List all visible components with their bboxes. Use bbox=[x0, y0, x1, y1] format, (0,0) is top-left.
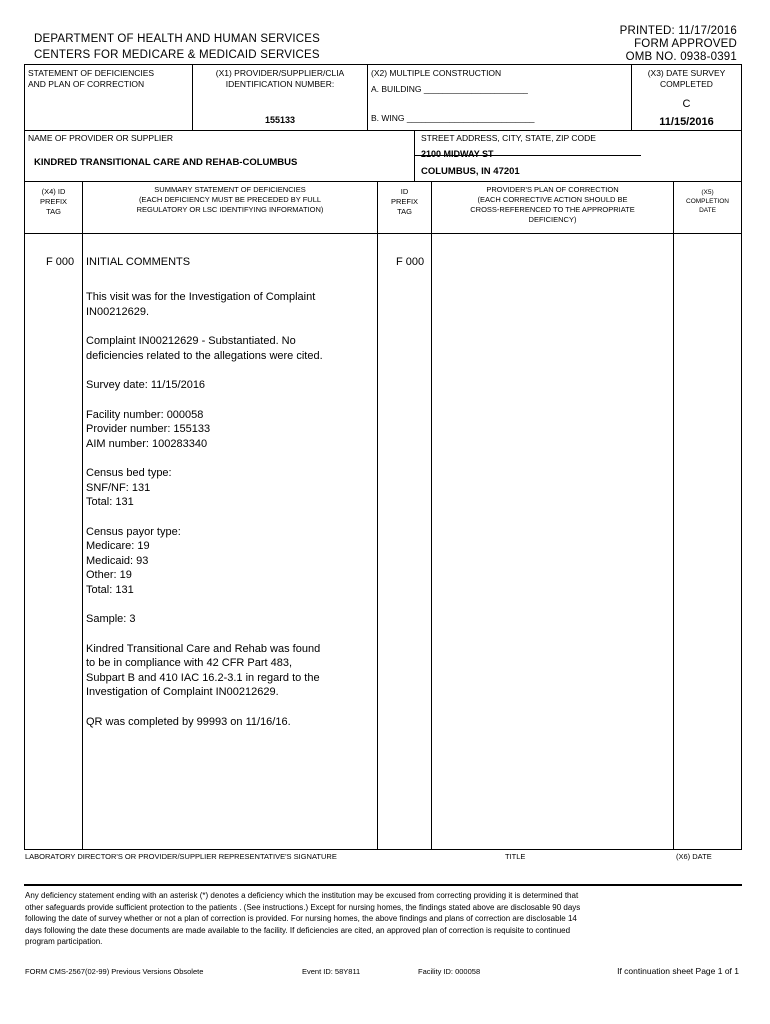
x2-label: (X2) MULTIPLE CONSTRUCTION bbox=[371, 68, 502, 78]
text-line: Complaint IN00212629 - Substantiated. No bbox=[86, 335, 296, 347]
col-id-divider bbox=[431, 181, 432, 849]
disclaimer-line: program participation. bbox=[25, 937, 103, 947]
id-header: ID PREFIX TAG bbox=[390, 187, 419, 216]
text-line: Total: 131 bbox=[86, 496, 134, 508]
disclaimer-line: following the date of survey whether or not a plan of correction is provided. For nursing homes, the above findings and plans of correction are disclosable 14 bbox=[25, 914, 577, 924]
disclaimer-text bbox=[25, 890, 665, 948]
deficiency-text bbox=[86, 290, 374, 744]
deficiency-title: INITIAL COMMENTS bbox=[86, 256, 191, 268]
text-line: Census bed type: bbox=[86, 467, 172, 479]
wing-field: B. WING ___________________________ bbox=[371, 113, 535, 123]
column-header-divider bbox=[24, 233, 742, 234]
provider-id-number: 155133 bbox=[264, 115, 296, 125]
text-line: IN00212629. bbox=[86, 305, 149, 318]
omb-number: OMB NO. 0938-0391 bbox=[625, 51, 737, 63]
col-x4-divider bbox=[82, 181, 83, 849]
text-line: Provider number: 155133 bbox=[86, 423, 211, 435]
signature-bottom-border bbox=[24, 884, 742, 886]
text-line: Other: 19 bbox=[86, 569, 132, 581]
x2-divider bbox=[367, 64, 368, 130]
correction-tag: F 000 bbox=[396, 256, 425, 268]
disclaimer-line: Any deficiency statement ending with an asterisk (*) denotes a deficiency which the institution may be excused from correcting providing it is determined that bbox=[25, 891, 579, 900]
deficiency-paragraph bbox=[86, 290, 374, 319]
building-field: A. BUILDING ______________________ bbox=[371, 84, 528, 94]
col-summary-divider bbox=[377, 181, 378, 849]
address-city: COLUMBUS, IN 47201 bbox=[421, 166, 520, 177]
deficiency-paragraph bbox=[86, 612, 374, 627]
text-line: to be in compliance with 42 CFR Part 483, bbox=[86, 657, 293, 669]
text-line: Census payor type: bbox=[86, 525, 181, 538]
text-line: This visit was for the Investigation of Complaint bbox=[86, 291, 316, 303]
col-plan-divider bbox=[673, 181, 674, 849]
agency-line-2: CENTERS FOR MEDICARE & MEDICAID SERVICES bbox=[34, 49, 320, 61]
text-line: SNF/NF: 131 bbox=[86, 481, 151, 494]
right-border bbox=[741, 64, 742, 849]
text-line: Subpart B and 410 IAC 16.2-3.1 in regard to the bbox=[86, 671, 320, 684]
text-line: Kindred Transitional Care and Rehab was found bbox=[86, 642, 321, 655]
text-line: Investigation of Complaint IN00212629. bbox=[86, 686, 279, 698]
deficiency-paragraph bbox=[86, 642, 374, 700]
x4-header: (X4) ID PREFIX TAG bbox=[39, 187, 68, 216]
text-line: QR was completed by 99993 on 11/16/16. bbox=[86, 715, 291, 728]
provider-name-label: NAME OF PROVIDER OR SUPPLIER bbox=[28, 133, 173, 143]
text-line: Survey date: 11/15/2016 bbox=[86, 379, 206, 391]
plan-header: PROVIDER'S PLAN OF CORRECTION (EACH CORRECTIVE ACTION SHOULD BE CROSS-REFERENCED TO THE APPROPRIATE DEFICIENCY) bbox=[470, 185, 635, 224]
text-line: Facility number: 000058 bbox=[86, 408, 204, 421]
address-street: 2100 MIDWAY ST bbox=[421, 149, 494, 159]
form-approved: FORM APPROVED bbox=[634, 38, 737, 50]
form-id: FORM CMS-2567(02-99) Previous Versions Obsolete bbox=[25, 967, 204, 976]
text-line: deficiencies related to the allegations were cited. bbox=[86, 349, 323, 362]
deficiency-tag: F 000 bbox=[46, 256, 75, 268]
text-line: AIM number: 100283340 bbox=[86, 437, 208, 450]
text-line: Sample: 3 bbox=[86, 613, 136, 625]
survey-date: 11/15/2016 bbox=[659, 116, 714, 128]
x5-header: (X5) COMPLETION DATE bbox=[686, 189, 729, 214]
summary-header: SUMMARY STATEMENT OF DEFICIENCIES (EACH DEFICIENCY MUST BE PRECEDED BY FULL REGULATORY OR LSC IDENTIFYING INFORMATION) bbox=[136, 185, 324, 214]
left-border bbox=[24, 64, 25, 849]
top-table-divider bbox=[24, 130, 742, 131]
address-label: STREET ADDRESS, CITY, STATE, ZIP CODE bbox=[421, 133, 596, 143]
event-id: Event ID: 58Y811 bbox=[302, 967, 361, 976]
disclaimer-line: days following the date these documents are made available to the facility. If deficiencies are cited, an approved plan of correction is requisite to continued bbox=[25, 925, 571, 935]
deficiency-paragraph bbox=[86, 334, 374, 363]
date-label: (X6) DATE bbox=[676, 852, 712, 861]
text-line: Total: 131 bbox=[86, 583, 134, 596]
deficiency-paragraph bbox=[86, 715, 374, 730]
printed-date: PRINTED: 11/17/2016 bbox=[619, 25, 737, 37]
text-line: Medicaid: 93 bbox=[86, 554, 149, 567]
deficiency-paragraph bbox=[86, 408, 374, 452]
provider-row-divider bbox=[24, 181, 742, 182]
deficiency-paragraph bbox=[86, 466, 374, 510]
deficiency-paragraph bbox=[86, 378, 374, 393]
title-label: TITLE bbox=[505, 852, 526, 861]
provider-name: KINDRED TRANSITIONAL CARE AND REHAB-COLUMBUS bbox=[34, 157, 298, 168]
survey-letter: C bbox=[682, 98, 691, 110]
text-line: Medicare: 19 bbox=[86, 540, 150, 552]
x3-label: (X3) DATE SURVEY COMPLETED bbox=[647, 68, 726, 89]
top-table-border bbox=[24, 64, 742, 65]
deficiency-paragraph bbox=[86, 525, 374, 598]
agency-line-1: DEPARTMENT OF HEALTH AND HUMAN SERVICES bbox=[34, 33, 320, 45]
continuation-page: If continuation sheet Page 1 of 1 bbox=[617, 966, 739, 976]
x1-label: (X1) PROVIDER/SUPPLIER/CLIA IDENTIFICATION NUMBER: bbox=[215, 68, 345, 89]
disclaimer-line: other safeguards provide sufficient protection to the patients . (See instructions.) Except for nursing homes, the findings stated above are disclosable 90 days bbox=[25, 902, 581, 912]
facility-id: Facility ID: 000058 bbox=[418, 967, 481, 976]
statement-label: STATEMENT OF DEFICIENCIES AND PLAN OF CORRECTION bbox=[28, 68, 155, 89]
director-signature-label: LABORATORY DIRECTOR'S OR PROVIDER/SUPPLIER REPRESENTATIVE'S SIGNATURE bbox=[25, 852, 337, 861]
body-bottom-border bbox=[24, 849, 742, 850]
